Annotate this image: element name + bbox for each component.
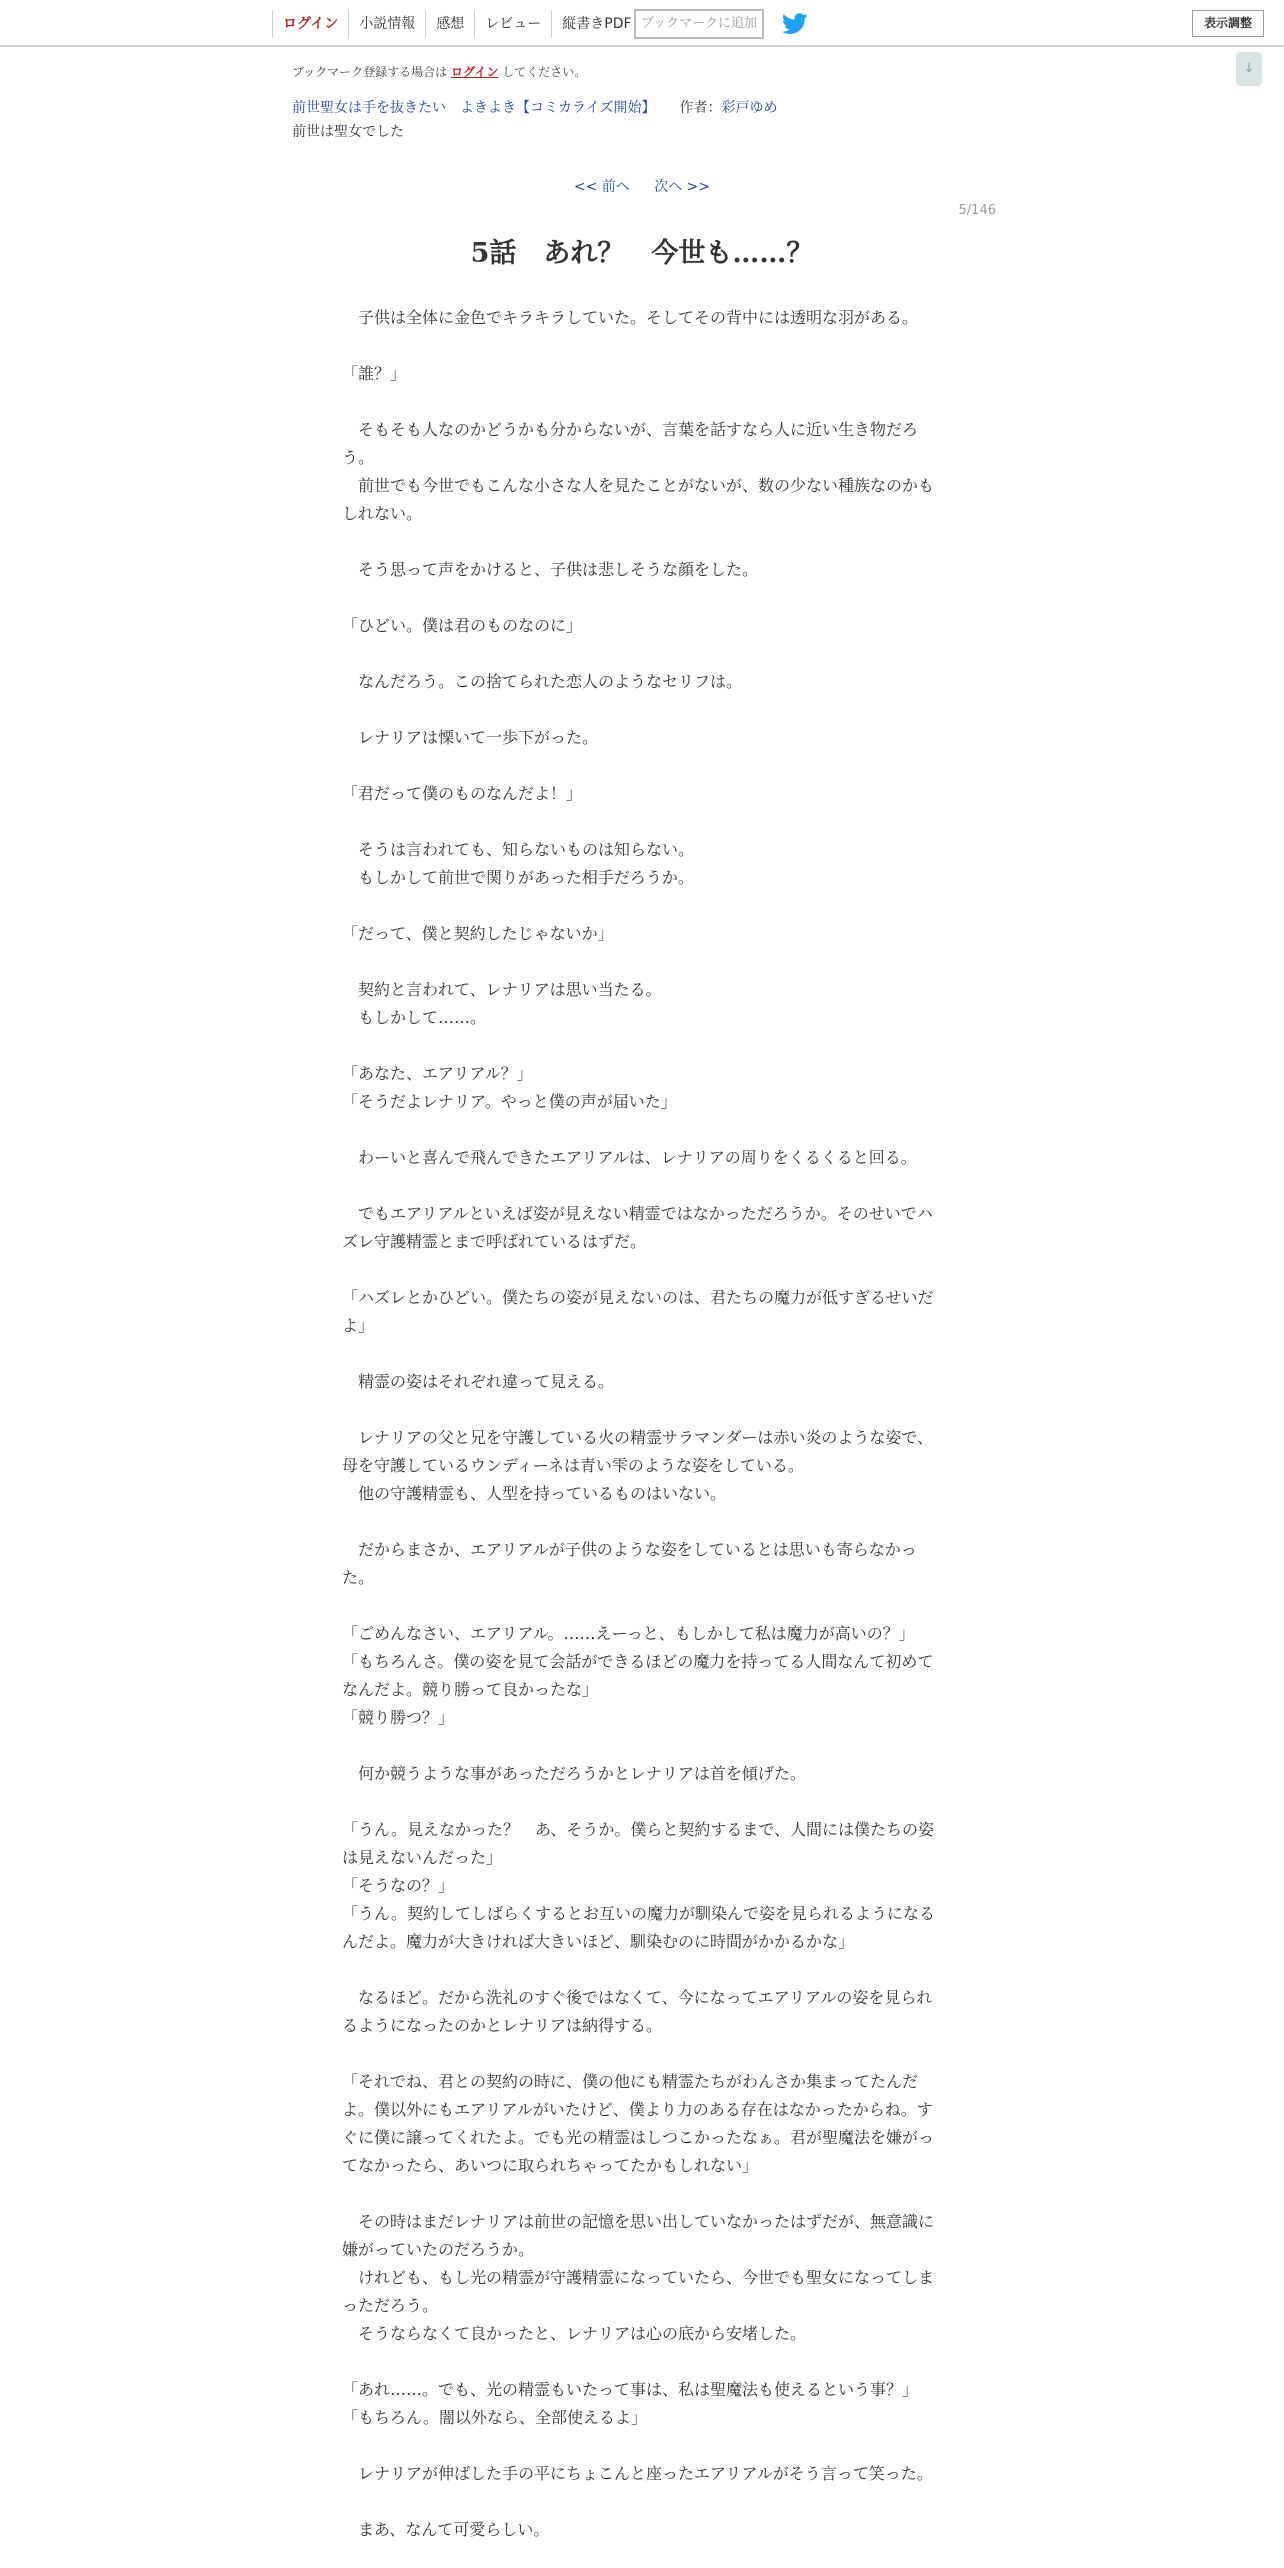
nav-vertical-pdf[interactable]: 縦書きPDF	[551, 10, 641, 38]
body-line: 子供は全体に金色でキラキラしていた。そしてその背中には透明な羽がある。	[342, 308, 919, 327]
blank-line	[342, 1032, 942, 1060]
next-link[interactable]: 次へ >>	[654, 179, 711, 195]
blank-line	[342, 2348, 942, 2376]
blank-line	[342, 1340, 942, 1368]
body-line: 「それでね、君との契約の時に、僕の他にも精霊たちがわんさか集まってたんだよ。僕以外にもエアリアルがいたけど、僕より力のある存在はなかったからね。すぐに僕に譲ってくれたよ。でも光の精霊はしつこかったなぁ。君が聖魔法を嫌がってなかったら、あいつに取られちゃってたかもしれない」	[342, 2072, 935, 2175]
blank-line	[342, 1592, 942, 1620]
series-info	[292, 97, 777, 117]
body-line: 前世でも今世でもこんな小さな人を見たことがないが、数の少ない種族なのかもしれない。	[342, 476, 935, 523]
blank-line	[342, 1732, 942, 1760]
body-line: 「うん。見えなかった？ あ、そうか。僕らと契約するまで、人間には僕たちの姿は見えないんだった」	[342, 1820, 935, 1867]
body-line: そうならなくて良かったと、レナリアは心の底から安堵した。	[342, 2324, 807, 2343]
blank-line	[342, 1956, 942, 1984]
blank-line	[342, 1508, 942, 1536]
blank-line	[342, 1788, 942, 1816]
body-line: もしかして前世で関りがあった相手だろうか。	[342, 868, 694, 887]
body-line: なんだろう。この捨てられた恋人のようなセリフは。	[342, 672, 743, 691]
chapter-group-subtitle: 前世は聖女でした	[292, 124, 404, 140]
body-line: 「ごめんなさい、エアリアル。……えーっと、もしかして私は魔力が高いの？」	[342, 1624, 915, 1643]
body-line: 「あれ……。でも、光の精霊もいたって事は、私は聖魔法も使えるという事？」	[342, 2380, 919, 2399]
body-line: 「そうなの？」	[342, 1876, 455, 1895]
body-line: 精霊の姿はそれぞれ違って見える。	[342, 1372, 615, 1391]
body-line: 「うん。契約してしばらくするとお互いの魔力が馴染んで姿を見られるようになるんだよ。魔力が大きければ大きいほど、馴染むのに時間がかかるかな」	[342, 1904, 935, 1951]
blank-line	[342, 2040, 942, 2068]
body-line: 他の守護精霊も、人型を持っているものはいない。	[342, 1484, 727, 1503]
nav-login[interactable]: ログイン	[272, 10, 348, 38]
blank-line	[342, 640, 942, 668]
author-label: 作者：	[679, 100, 722, 116]
blank-line	[342, 332, 942, 360]
blank-line	[342, 752, 942, 780]
prev-link[interactable]: << 前へ	[573, 179, 630, 195]
blank-line	[342, 528, 942, 556]
nav-novel-info[interactable]: 小説情報	[348, 10, 425, 38]
body-line: レナリアは慄いて一歩下がった。	[342, 728, 599, 747]
scroll-down-button[interactable]: ↓	[1236, 52, 1262, 86]
author-name-link[interactable]: 彩戸ゆめ	[721, 100, 778, 116]
body-line: 「そうだよレナリア。やっと僕の声が届いた」	[342, 1092, 677, 1111]
body-line: 「ひどい。僕は君のものなのに」	[342, 616, 583, 635]
blank-line	[342, 2180, 942, 2208]
body-line: だからまさか、エアリアルが子供のような姿をしているとは思いも寄らなかった。	[342, 1540, 917, 1587]
episode-count: 5/146	[958, 203, 996, 218]
body-line: そうは言われても、知らないものは知らない。	[342, 840, 695, 859]
body-line: 「あなた、エアリアル？」	[342, 1064, 533, 1083]
twitter-icon[interactable]	[782, 13, 808, 35]
top-navigation-bar	[0, 0, 1284, 47]
body-line: レナリアが伸ばした手の平にちょこんと座ったエアリアルがそう言って笑った。	[342, 2464, 933, 2483]
body-line: わーいと喜んで飛んできたエアリアルは、レナリアの周りをくるくると回る。	[342, 1148, 917, 1167]
body-line: けれども、もし光の精霊が守護精霊になっていたら、今世でも聖女になってしまっただろう。	[342, 2268, 935, 2315]
global-nav	[272, 10, 642, 38]
nav-review[interactable]: レビュー	[474, 10, 551, 38]
body-line: 「誰？」	[342, 364, 407, 383]
body-line: 「もちろん。闇以外なら、全部使えるよ」	[342, 2408, 647, 2427]
blank-line	[342, 1116, 942, 1144]
body-line: なるほど。だから洗礼のすぐ後ではなくて、今になってエアリアルの姿を見られるようになったのかとレナリアは納得する。	[342, 1988, 933, 2035]
body-line: 「だって、僕と契約したじゃないか」	[342, 924, 614, 943]
body-line: 契約と言われて、レナリアは思い当たる。	[342, 980, 662, 999]
display-settings-button[interactable]: 表示調整	[1192, 10, 1264, 37]
body-line: 「もちろんさ。僕の姿を見て会話ができるほどの魔力を持ってる人間なんて初めてなんだよ。競り勝って良かったな」	[342, 1652, 934, 1699]
blank-line	[342, 892, 942, 920]
body-line: 「ハズレとかひどい。僕たちの姿が見えないのは、君たちの魔力が低すぎるせいだよ」	[342, 1288, 934, 1335]
blank-line	[342, 2432, 942, 2460]
blank-line	[342, 2488, 942, 2516]
login-note-link[interactable]: ログイン	[451, 65, 499, 79]
body-line: まあ、なんて可愛らしい。	[342, 2520, 550, 2539]
body-line: 「競り勝つ？」	[342, 1708, 455, 1727]
blank-line	[342, 808, 942, 836]
blank-line	[342, 696, 942, 724]
body-line: そもそも人なのかどうかも分からないが、言葉を話すなら人に近い生き物だろう。	[342, 420, 919, 467]
chapter-title: 5話 あれ？ 今世も……？	[470, 238, 814, 269]
body-line: その時はまだレナリアは前世の記憶を思い出していなかったはずだが、無意識に嫌がっていたのだろうか。	[342, 2212, 935, 2259]
blank-line	[342, 1396, 942, 1424]
login-note-suffix: してください。	[502, 65, 587, 79]
body-line: レナリアの父と兄を守護している火の精霊サラマンダーは赤い炎のような姿で、母を守護しているウンディーネは青い雫のような姿をしている。	[342, 1428, 934, 1475]
login-note-prefix: ブックマーク登録する場合は	[292, 65, 448, 79]
series-title-link[interactable]: 前世聖女は手を抜きたい よきよき【コミカライズ開始】	[292, 100, 656, 116]
body-line: そう思って声をかけると、子供は悲しそうな顔をした。	[342, 560, 759, 579]
body-line: でもエアリアルといえば姿が見えない精霊ではなかっただろうか。そのせいでハズレ守護精霊とまで呼ばれているはずだ。	[342, 1204, 933, 1251]
blank-line	[342, 948, 942, 976]
blank-line	[342, 1172, 942, 1200]
nav-impressions[interactable]: 感想	[425, 10, 474, 38]
blank-line	[342, 1256, 942, 1284]
novel-body	[342, 304, 942, 2544]
login-note	[292, 63, 586, 80]
blank-line	[342, 388, 942, 416]
blank-line	[342, 584, 942, 612]
body-line: 何か競うような事があっただろうかとレナリアは首を傾げた。	[342, 1764, 806, 1783]
episode-pager	[0, 176, 1284, 196]
add-bookmark-button[interactable]: ブックマークに追加	[634, 9, 764, 39]
body-line: もしかして……。	[342, 1008, 487, 1027]
body-line: 「君だって僕のものなんだよ！」	[342, 784, 583, 803]
